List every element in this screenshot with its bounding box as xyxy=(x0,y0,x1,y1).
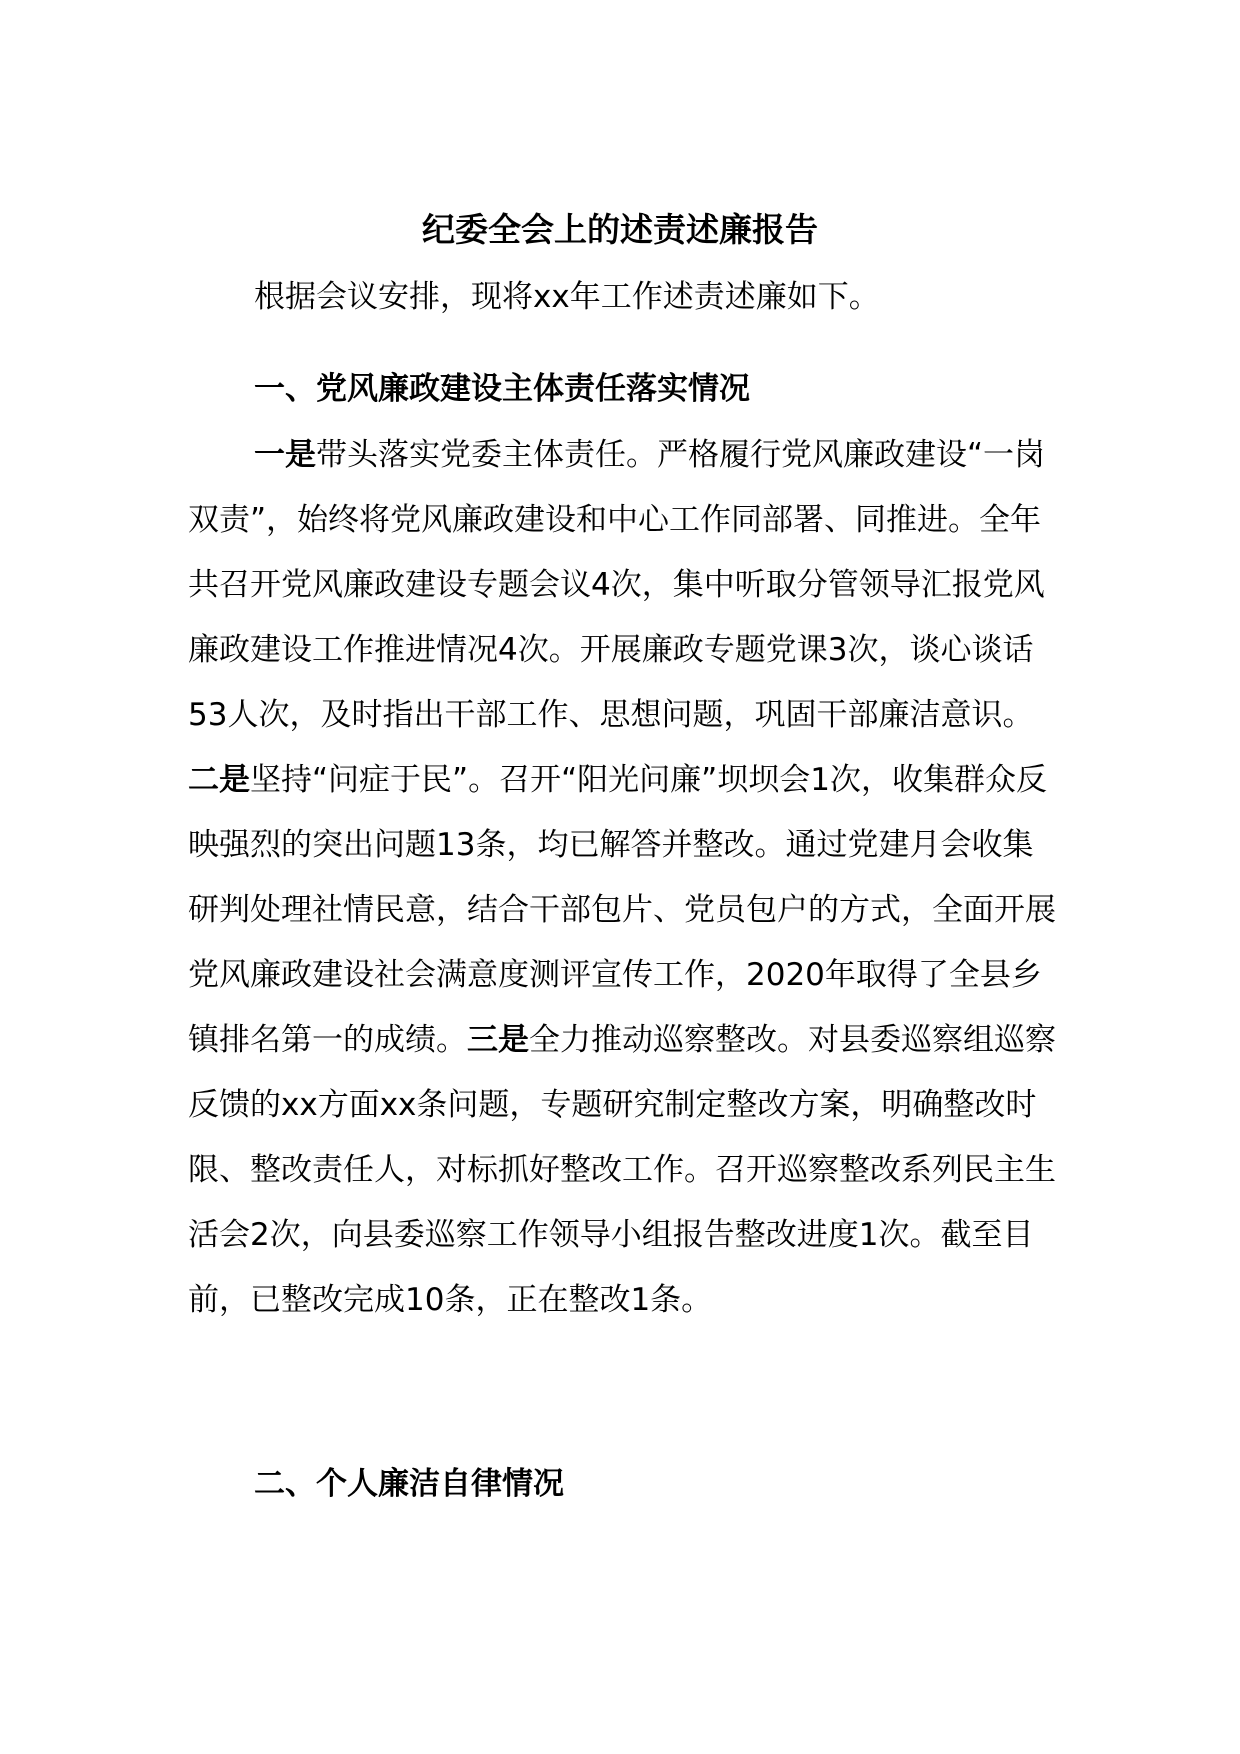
section-1-body xyxy=(188,423,1063,1333)
intro-paragraph: 根据会议安排，现将xx年工作述责述廉如下。 xyxy=(254,279,880,315)
document-title: 纪委全会上的述责述廉报告 xyxy=(422,210,818,249)
point-1-lead: 一是 xyxy=(254,437,316,473)
point-1-text: 带头落实党委主体责任。严格履行党风廉政建设“一岗双责”，始终将党风廉政建设和中心工作同部署、同推进。全年共召开党风廉政建设专题会议4次，集中听取分管领导汇报党风廉政建设工作推进情况4次。开展廉政专题党课3次，谈心谈话53人次，及时指出干部工作、思想问题，巩固干部廉洁意识。 xyxy=(188,437,1046,733)
point-3-lead: 三是 xyxy=(467,1022,529,1058)
point-2-lead: 二是 xyxy=(188,762,250,798)
section-1-heading: 一、党风廉政建设主体责任落实情况 xyxy=(254,371,750,407)
section-2-heading: 二、个人廉洁自律情况 xyxy=(254,1466,564,1502)
point-2-text: 坚持“问症于民”。召开“阳光问廉”坝坝会1次，收集群众反映强烈的突出问题13条，均已解答并整改。通过党建月会收集研判处理社情民意，结合干部包片、党员包户的方式，全面开展党风廉政建设社会满意度测评宣传工作，2020年取得了全县乡镇排名第一的成绩。 xyxy=(188,762,1056,1058)
point-3-text: 全力推动巡察整改。对县委巡察组巡察反馈的xx方面xx条问题，专题研究制定整改方案，明确整改时限、整改责任人，对标抓好整改工作。召开巡察整改系列民主生活会2次，向县委巡察工作领导小组报告整改进度1次。截至目前，已整改完成10条，正在整改1条。 xyxy=(188,1022,1056,1318)
